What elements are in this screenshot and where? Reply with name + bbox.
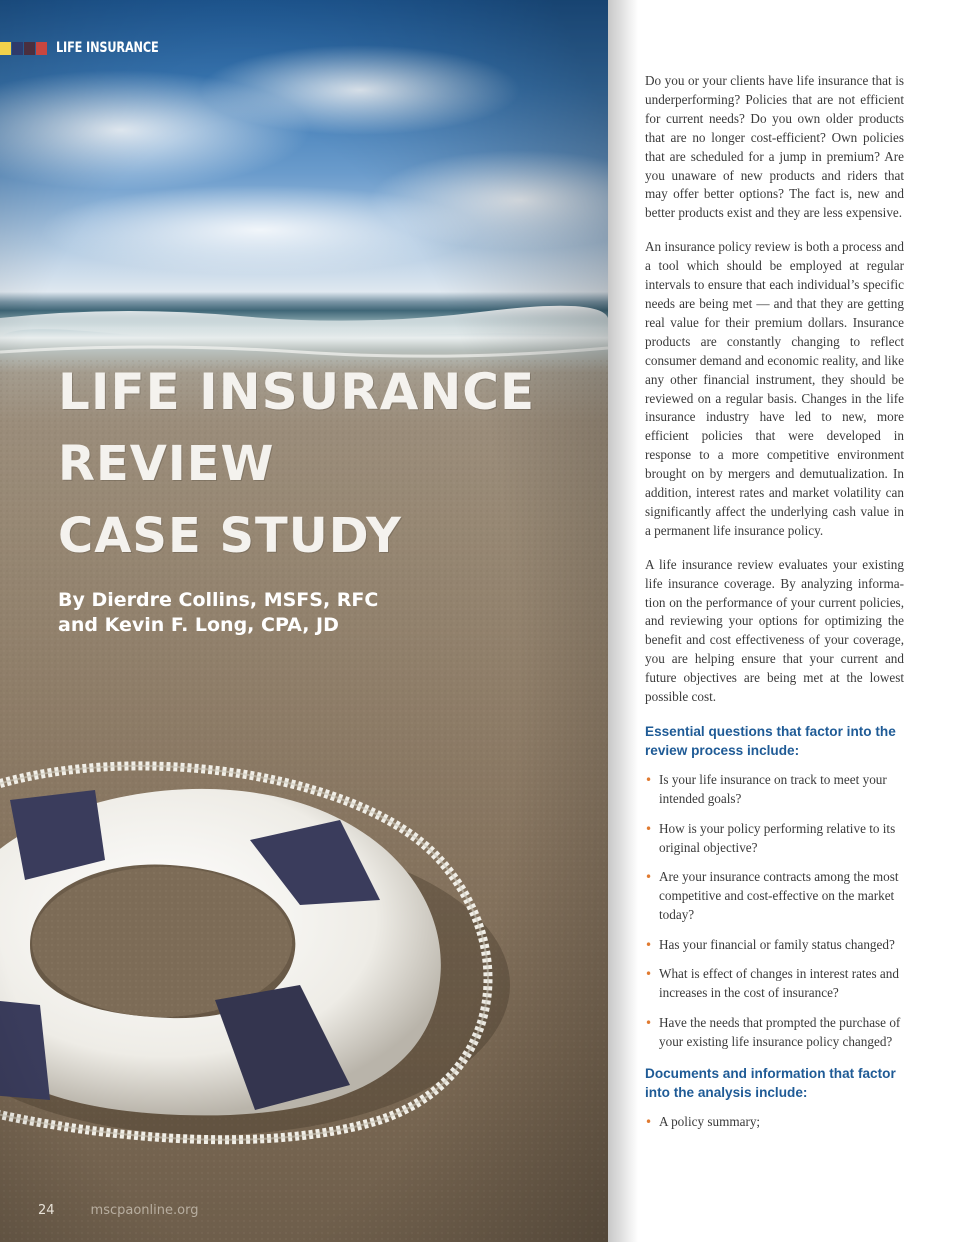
- body-paragraph: A life insurance review evaluates your existing life insurance coverage. By analyzing informa-tion on the performance of your current policies, and reviewing your options for optimizing the benefit and cost effectiveness of your coverage, you are helping ensure that your current and future objectives are being met at the lowest possible cost.: [645, 556, 904, 705]
- title-line-2: REVIEW: [58, 436, 275, 492]
- bullet-icon: •: [645, 773, 653, 787]
- bullet-icon: •: [645, 937, 653, 952]
- list-item: [645, 868, 904, 925]
- documents-list: [645, 1113, 904, 1132]
- list-item: [645, 965, 904, 1003]
- article-title: [58, 356, 535, 572]
- byline-line-1: By Dierdre Collins, MSFS, RFC: [58, 589, 379, 611]
- list-item-text: Are your insurance contracts among the most competitive and cost-effective on the market today?: [659, 869, 899, 923]
- list-item: [645, 936, 904, 955]
- footer-website-link[interactable]: mscpaonline.org: [90, 1203, 199, 1218]
- list-item-text: Is your life insurance on track to meet your intended goals?: [659, 772, 887, 806]
- list-item-text: Have the needs that prompted the purchase of your existing life insurance policy changed?: [659, 1015, 901, 1049]
- list-item-text: What is effect of changes in interest rates and increases in the cost of insurance?: [659, 966, 899, 1001]
- list-item-text: Has your financial or family status changed?: [659, 936, 895, 952]
- section-swatch-plum: [24, 42, 35, 55]
- list-item: [645, 1113, 904, 1132]
- byline: [58, 588, 378, 638]
- body-paragraph: Do you or your clients have life insurance that is underperforming? Policies that are not efficient for current needs? Do you own older products that are no longer cost-efficient? Own policies that are scheduled for a jump in premium? Are you unaware of new products and riders that may offer better options? The fact is, new and better products exist and they are less expensive.: [645, 73, 904, 221]
- title-line-3: CASE STUDY: [58, 508, 402, 564]
- list-item-text: A policy summary;: [659, 1113, 761, 1129]
- list-item-text: How is your policy performing relative to its original objective?: [659, 820, 896, 855]
- page-number: 24: [38, 1203, 55, 1218]
- list-item: [645, 1014, 904, 1052]
- section-swatch-yellow: [0, 42, 11, 55]
- questions-list: [645, 771, 904, 1052]
- section-swatch-red: [36, 42, 47, 55]
- bullet-icon: •: [645, 1114, 653, 1129]
- section-tag: [0, 40, 188, 56]
- byline-line-2: and Kevin F. Long, CPA, JD: [58, 614, 339, 636]
- bullet-icon: •: [645, 821, 653, 836]
- list-item: [645, 820, 904, 858]
- title-line-1: LIFE INSURANCE: [58, 363, 536, 421]
- list-item: [645, 771, 904, 809]
- section-swatch-navy: [12, 42, 23, 55]
- subhead-questions: Essential questions that factor into the review process include:: [645, 724, 896, 758]
- bullet-icon: •: [645, 1016, 653, 1031]
- bullet-icon: •: [645, 967, 653, 982]
- subhead-documents: Documents and information that factor into the analysis include:: [645, 1065, 896, 1100]
- body-column: [645, 72, 904, 1144]
- bullet-icon: •: [645, 870, 653, 885]
- page-gutter-shadow: [608, 0, 638, 1242]
- page-footer: [38, 1203, 198, 1218]
- section-label: LIFE INSURANCE: [56, 40, 159, 56]
- body-paragraph: An insurance policy review is both a process and a tool which should be employed at regular intervals to ensure that each individual’s specific needs are being met — and that they are getting real value for their premium dollars. Insurance products are constantly changing to reflect consumer demand and economic reality, and like any other financial instrument, they should be reviewed on a regular basis. Changes in the life insurance industry have led to new, more efficient policies that were developed in response to a more competitive environment brought on by mergers and demutualization. In addition, interest rates and market volatility can significantly affect the underlying cash value in a permanent life insurance policy.: [645, 239, 904, 538]
